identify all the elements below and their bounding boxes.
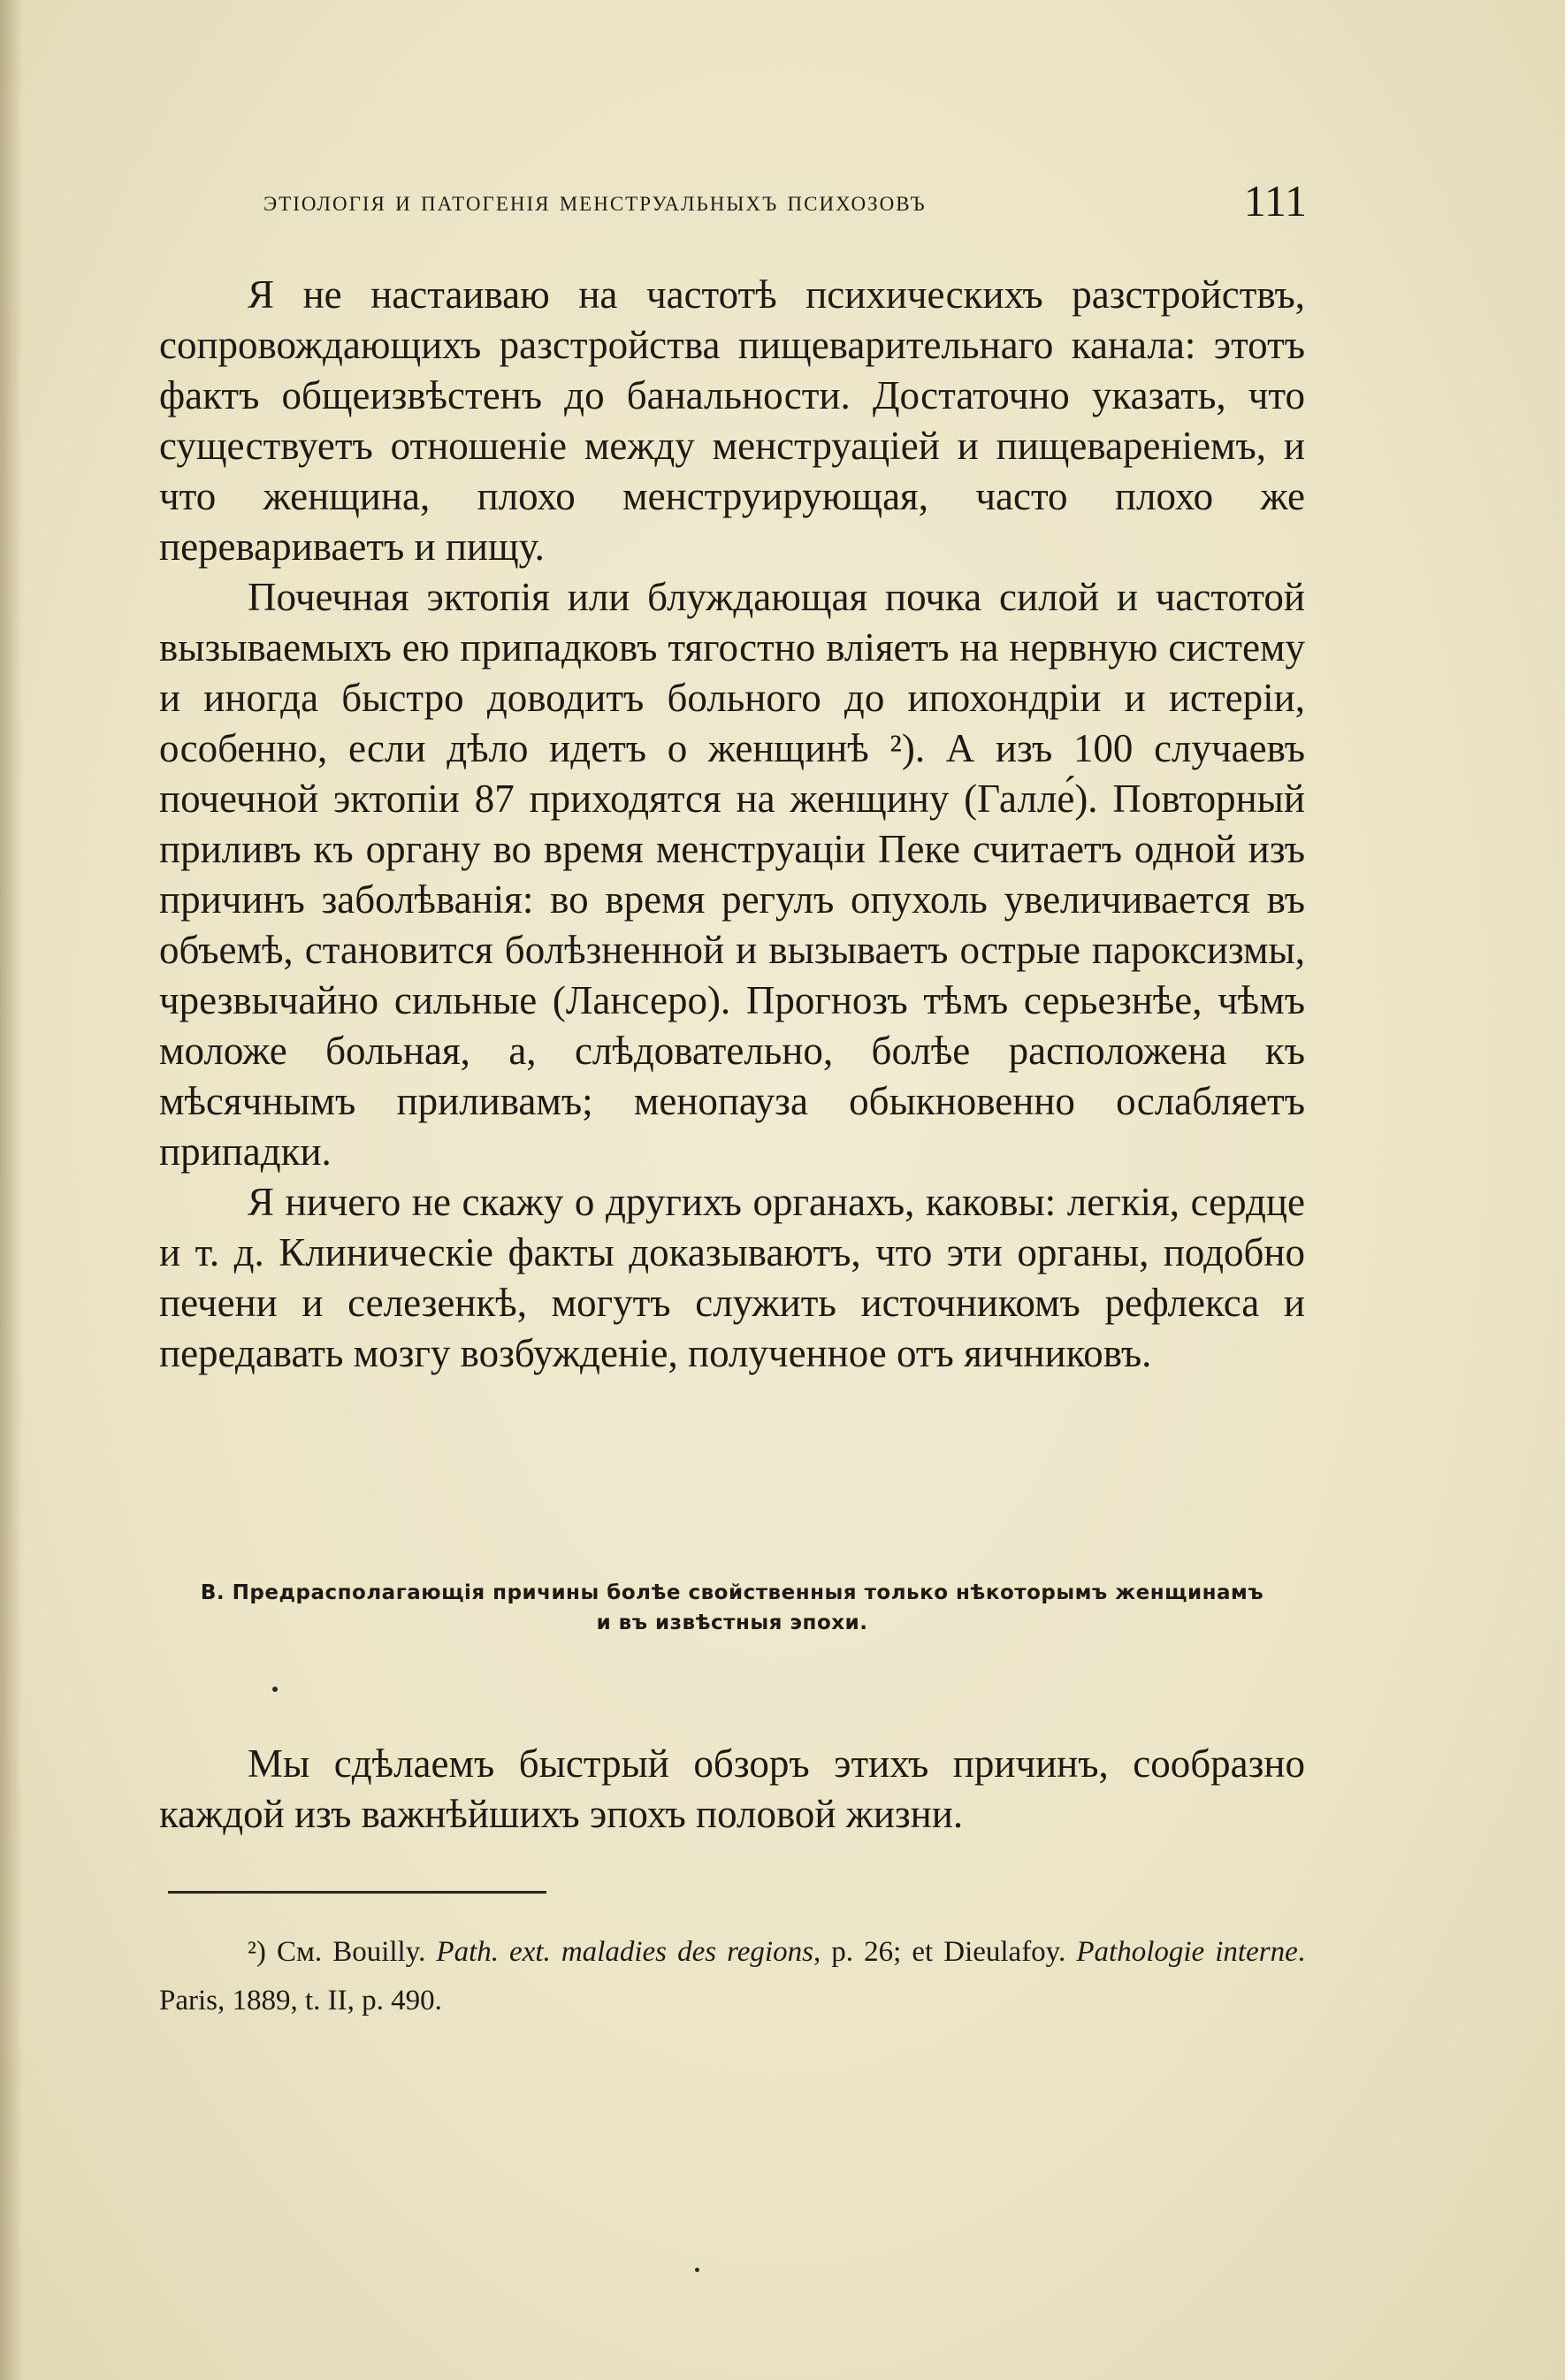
footnote-prefix: См. Bouilly. — [265, 1936, 437, 1968]
print-speck — [272, 1687, 278, 1692]
running-head — [263, 173, 1307, 230]
paragraph-other-organs: Я ничего не скажу о другихъ органахъ, каковы: легкія, сердце и т. д. Клиническіе факты доказываютъ, что эти органы, подобно печени и селезенкѣ, могутъ служить источникомъ рефлекса и передавать мозгу возбужденіе, полученное отъ яичниковъ. — [159, 1180, 1305, 1375]
paragraph-digestion: Я не настаиваю на частотѣ психическихъ разстройствъ, сопровождающихъ разстройства пищеварительнаго канала: этотъ фактъ общеизвѣстенъ до банальности. Достаточно указать, что существуетъ отношеніе между менструаціей и пищевареніемъ, и что женщина, плохо менструирующая, часто плохо же перевариваетъ и пищу. — [159, 272, 1305, 569]
footnote-suffix: . Paris, 1889, t. II, p. 490. — [159, 1936, 1305, 2016]
binding-shadow — [0, 0, 23, 2380]
section-heading — [159, 1578, 1305, 1638]
section-heading-line-1: B. Предрасполагающія причины болѣе свойственныя только нѣкоторымъ женщинамъ — [200, 1581, 1264, 1604]
footnote-rule — [168, 1891, 546, 1894]
footnote-title-2: Pathologie interne — [1076, 1936, 1298, 1968]
footnote-marker: ²) — [248, 1936, 266, 1968]
print-speck — [695, 2268, 699, 2272]
footnote-middle: , p. 26; et Dieulafoy. — [813, 1936, 1077, 1968]
page-number: 111 — [1243, 176, 1307, 226]
footnote — [159, 1928, 1305, 2025]
paragraph-kidney-ectopia: Почечная эктопія или блуждающая почка силой и частотой вызываемыхъ ею припадковъ тягостно вліяетъ на нервную систему и иногда быстро доводитъ больного до ипохондріи и истеріи, особенно, если дѣло идетъ о женщинѣ ²). А изъ 100 случаевъ почечной эктопіи 87 приходятся на женщину (Галле́). Повторный приливъ къ органу во время менструаціи Пеке считаетъ одной изъ причинъ заболѣванія: во время регулъ опухоль увеличивается въ объемѣ, становится болѣзненной и вызываетъ острые пароксизмы, чрезвычайно сильные (Лансеро). Прогнозъ тѣмъ серьезнѣе, чѣмъ моложе больная, а, слѣдовательно, болѣе расположена къ мѣсячнымъ приливамъ; менопауза обыкновенно ослабляетъ припадки. — [159, 575, 1305, 1174]
section-heading-line-2: и въ извѣстныя эпохи. — [596, 1611, 868, 1634]
main-text — [159, 270, 1305, 1379]
footnote-title-1: Path. ext. maladies des regions — [436, 1936, 813, 1968]
paragraph-overview: Мы сдѣлаемъ быстрый обзоръ этихъ причинъ, сообразно каждой изъ важнѣйшихъ эпохъ половой жизни. — [159, 1741, 1305, 1836]
closing-text — [159, 1739, 1305, 1840]
running-title: этіологія и патогенія менструальныхъ психозовъ — [263, 186, 927, 218]
